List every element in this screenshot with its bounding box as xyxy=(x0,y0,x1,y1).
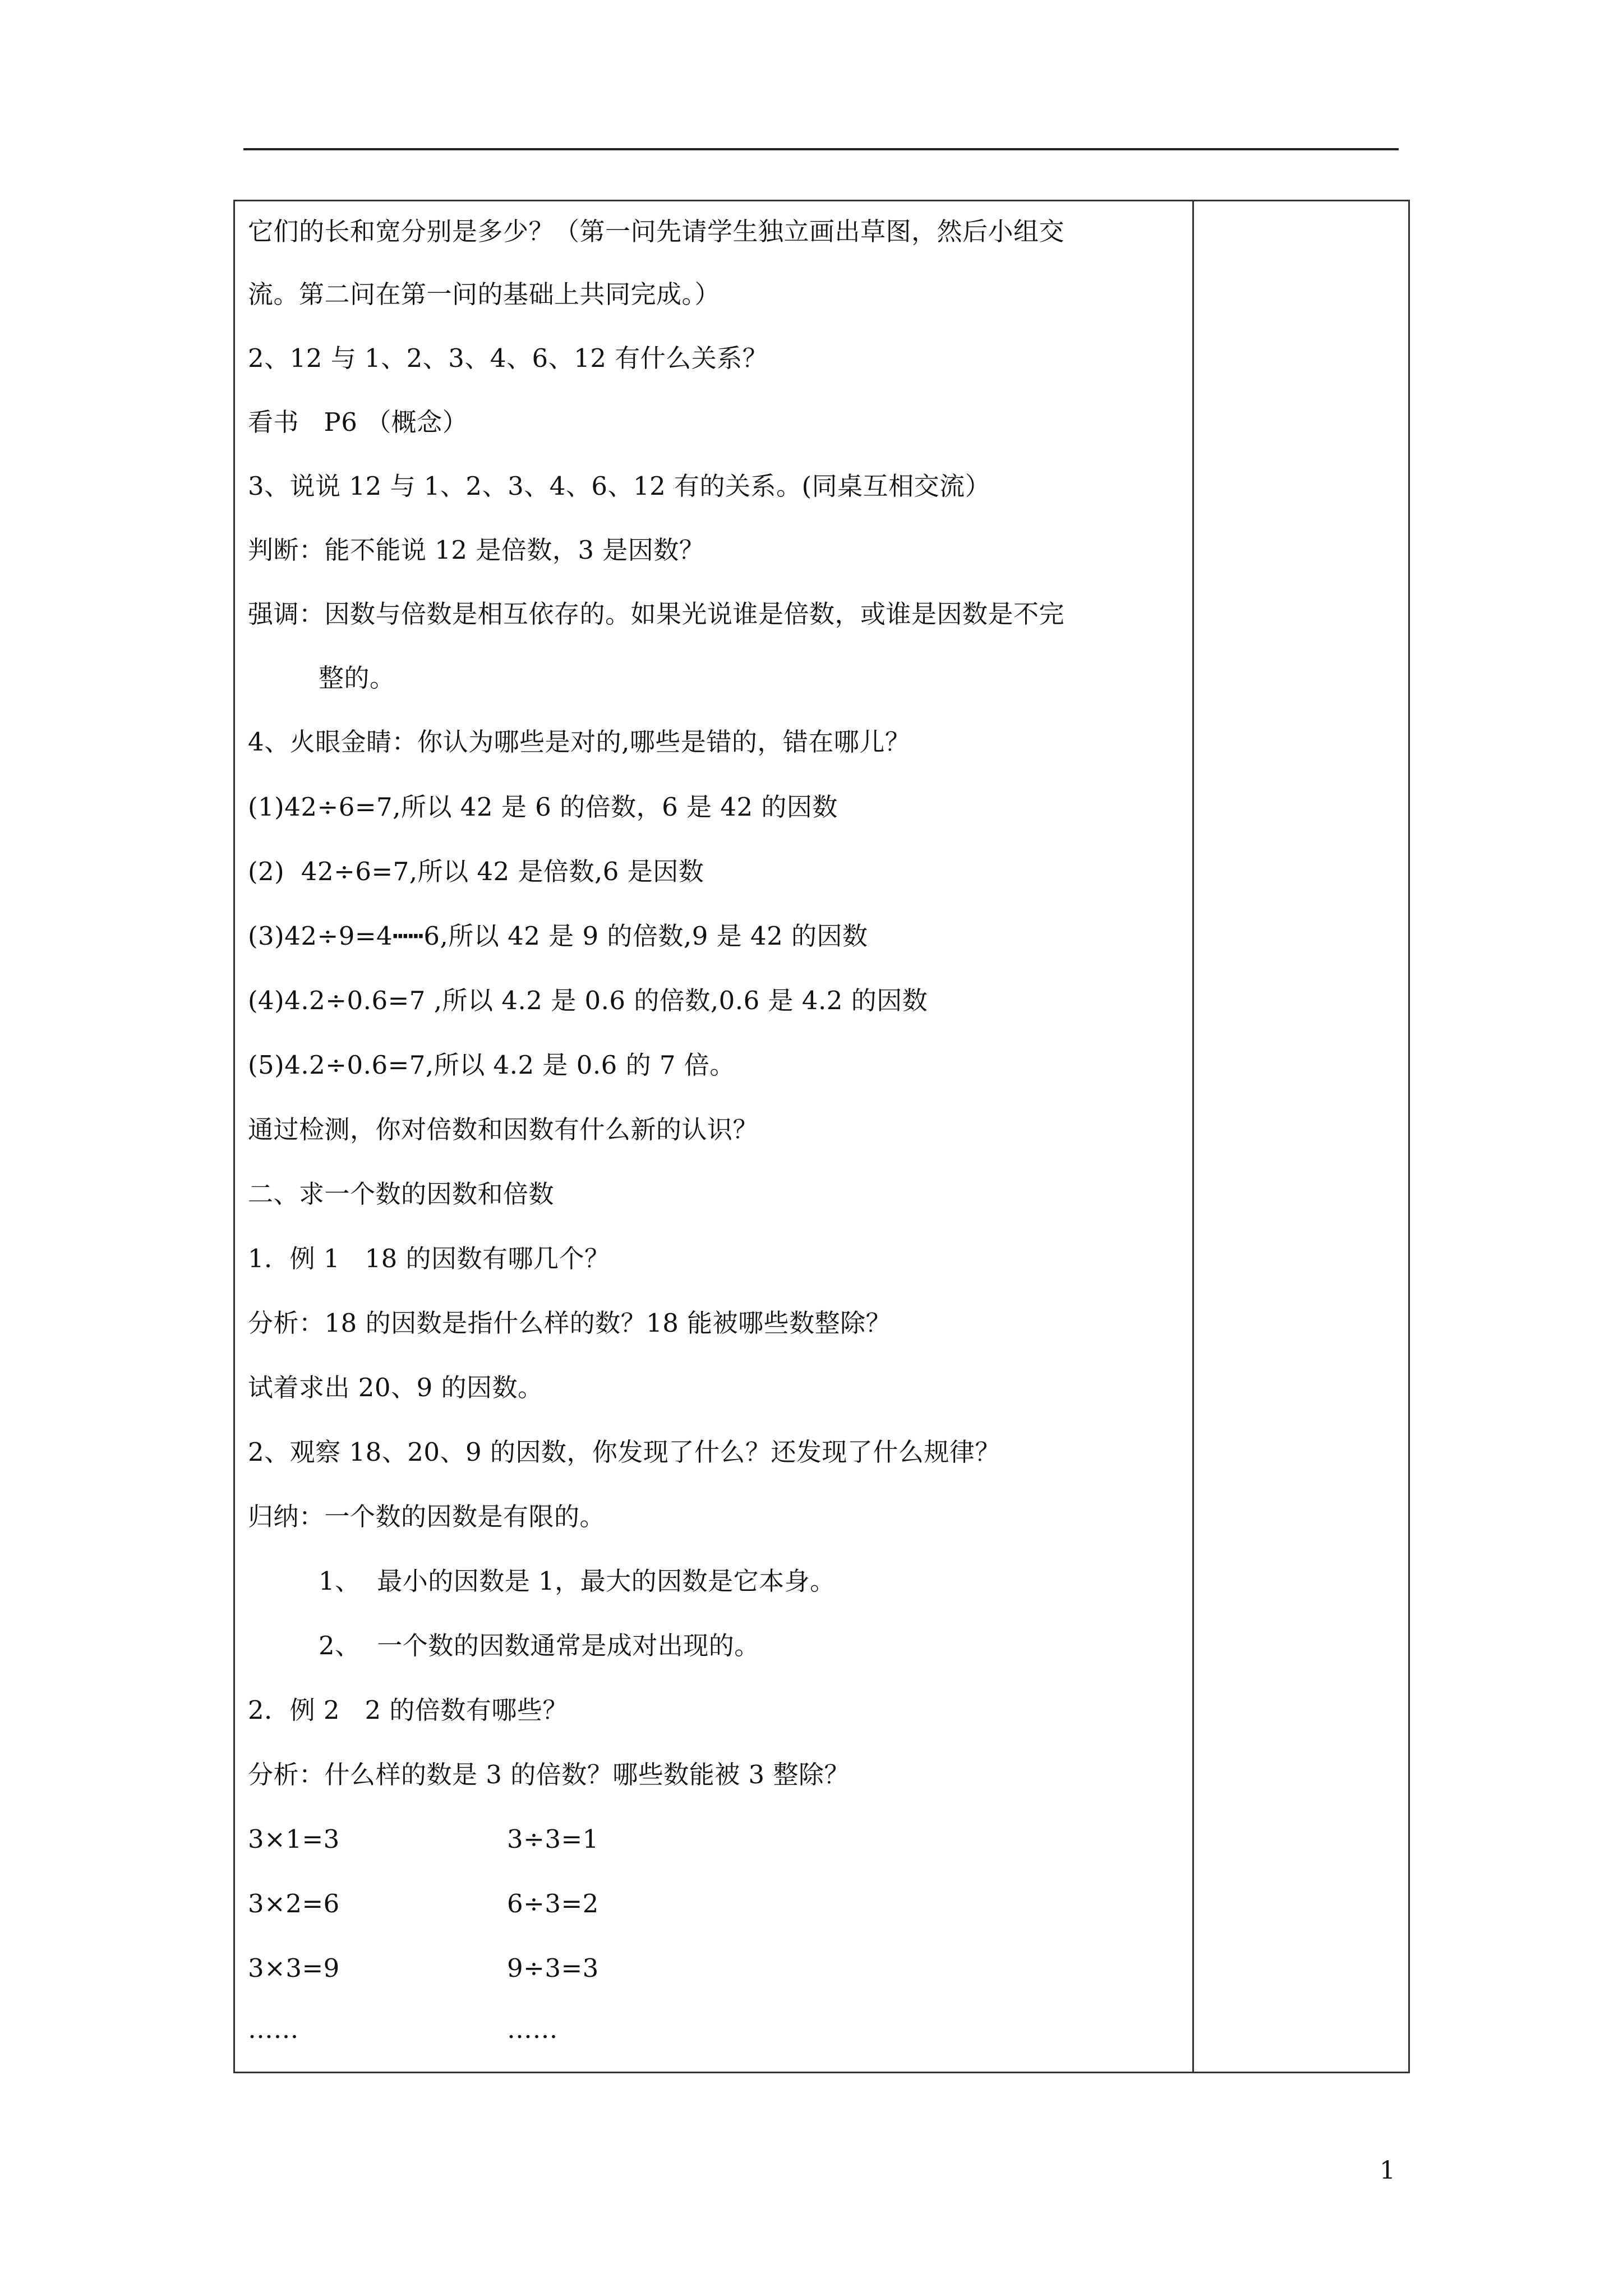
text-line: 1、 最小的因数是 1，最大的因数是它本身。 xyxy=(319,1566,836,1596)
equation-left: 3×2=6 xyxy=(248,1889,340,1918)
text-line: 判断：能不能说 12 是倍数，3 是因数？ xyxy=(248,535,705,565)
equation-right: 9÷3=3 xyxy=(507,1953,599,1983)
text-line: 归纳：一个数的因数是有限的。 xyxy=(248,1502,606,1531)
text-line: 4、火眼金睛：你认为哪些是对的,哪些是错的，错在哪儿？ xyxy=(248,727,911,757)
text-line: 1．例 1 18 的因数有哪几个？ xyxy=(248,1244,610,1273)
page-number: 1 xyxy=(1380,2156,1395,2185)
text-line: (4)4.2÷0.6=7 ,所以 4.2 是 0.6 的倍数,0.6 是 4.2 的因数 xyxy=(248,986,928,1015)
text-line: 流。第二问在第一问的基础上共同完成。） xyxy=(248,279,721,309)
text-line: 3、说说 12 与 1、2、3、4、6、12 有的关系。(同桌互相交流） xyxy=(248,471,991,501)
text-line: 2、 一个数的因数通常是成对出现的。 xyxy=(319,1631,760,1660)
text-line: 试着求出 20、9 的因数。 xyxy=(248,1373,543,1402)
text-line: 整的。 xyxy=(319,663,395,693)
text-line: 分析：什么样的数是 3 的倍数？哪些数能被 3 整除？ xyxy=(248,1760,850,1789)
text-line: 2．例 2 2 的倍数有哪些？ xyxy=(248,1695,568,1725)
text-line: 它们的长和宽分别是多少？（第一问先请学生独立画出草图，然后小组交 xyxy=(248,217,1065,246)
text-line: 通过检测，你对倍数和因数有什么新的认识？ xyxy=(248,1115,759,1144)
equation-right: 3÷3=1 xyxy=(507,1824,599,1854)
text-line: (2) 42÷6=7,所以 42 是倍数,6 是因数 xyxy=(248,857,704,886)
text-line: 分析：18 的因数是指什么样的数？18 能被哪些数整除？ xyxy=(248,1308,892,1338)
text-line: 2、观察 18、20、9 的因数，你发现了什么？还发现了什么规律？ xyxy=(248,1437,1000,1467)
ellipsis-left: …… xyxy=(248,2014,299,2044)
text-line: (5)4.2÷0.6=7,所以 4.2 是 0.6 的 7 倍。 xyxy=(248,1050,735,1080)
text-line: 2、12 与 1、2、3、4、6、12 有什么关系？ xyxy=(248,343,768,373)
ellipsis-right: …… xyxy=(507,2014,558,2044)
text-line: 看书 P6 （概念） xyxy=(248,407,468,437)
text-line: 二、求一个数的因数和倍数 xyxy=(248,1179,555,1209)
column-divider xyxy=(1192,201,1194,2072)
header-rule xyxy=(243,148,1399,150)
equation-right: 6÷3=2 xyxy=(507,1889,599,1918)
text-line: 强调：因数与倍数是相互依存的。如果光说谁是倍数，或谁是因数是不完 xyxy=(248,599,1065,629)
text-line: (3)42÷9=4┅┅6,所以 42 是 9 的倍数,9 是 42 的因数 xyxy=(248,921,868,951)
equation-left: 3×3=9 xyxy=(248,1953,340,1983)
equation-left: 3×1=3 xyxy=(248,1824,340,1854)
text-line: (1)42÷6=7,所以 42 是 6 的倍数，6 是 42 的因数 xyxy=(248,792,838,822)
